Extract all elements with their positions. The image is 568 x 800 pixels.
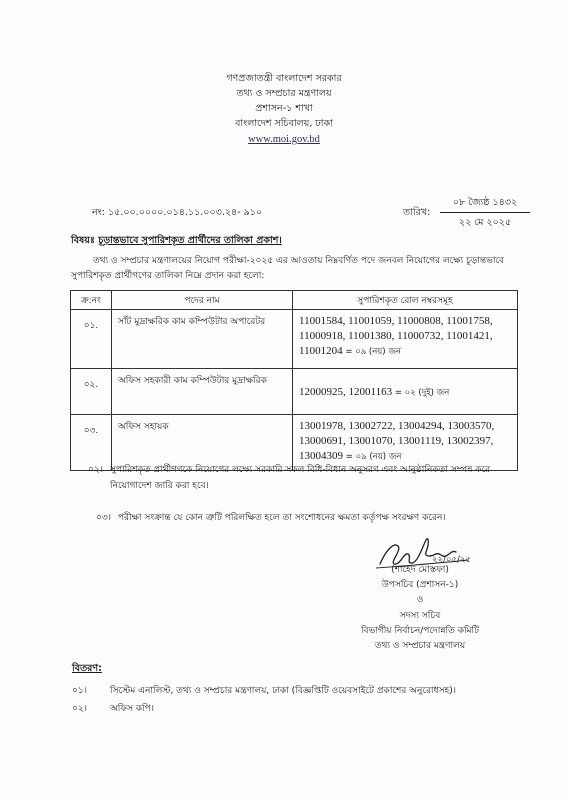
candidate-table	[70, 290, 518, 471]
para2-text-body: সুপারিশকৃত প্রার্থীগণকে নিয়োগের লক্ষ্যে সরকারি সকল বিধি-বিধান অনুসরণ এবং আনুষ্ঠানিকতা সম্পন্ন করে নিয়োগাদেশ জারি করা হবে।	[110, 465, 491, 491]
date-box	[440, 196, 530, 231]
distribution-title: বিতরণ:	[72, 663, 102, 674]
para2-text	[110, 462, 518, 494]
distribution-number: ০১।	[72, 686, 87, 696]
para3-text: পরীক্ষা সংক্রান্ত যে কোন ত্রুটি পরিলক্ষিত হলে তা সংশোধনের ক্ষমতা কর্তৃপক্ষ সংরক্ষণ করেন।	[118, 513, 446, 523]
intro-paragraph: তথ্য ও সম্প্রচার মন্ত্রণালয়ের নিয়োগ পরীক্ষা-২০২৫ এর আওতায় নিম্নবর্ণিত পদে জনবল নিয়োগের লক্ষ্যে চূড়ান্তভাবে সুপারিশকৃত প্রার্থীগণের তালিকা নিম্নে প্রদান করা হলো:	[71, 256, 505, 281]
row-rolls: 11001584, 11001059, 11000808, 11001758, 11000918, 11001380, 11000732, 11001421, 11001204	[299, 315, 493, 357]
signatory-role: সদস্য সচিব	[399, 611, 441, 621]
ministry-name: তথ্য ও সম্প্রচার মন্ত্রণালয়	[236, 88, 332, 99]
website-link[interactable]: www.moi.gov.bd	[248, 134, 320, 145]
table-header-row	[71, 291, 518, 310]
signatory-and: ও	[416, 595, 424, 605]
subject-label: বিষয়ঃ	[71, 235, 95, 246]
date-label: তারিখ:	[403, 207, 431, 218]
website-link-row	[0, 132, 568, 147]
signatory-committee: বিভাগীয় নির্বাচন/পদোন্নতি কমিটি	[360, 626, 480, 636]
subject-line	[71, 234, 282, 249]
date-bangla: ০৮ জ্যৈষ্ঠ ১৪৩২	[440, 196, 530, 213]
row-serial: ০৩.	[71, 415, 112, 471]
row-post: অফিস সহায়ক	[112, 415, 293, 471]
date-gregorian: ২২ মে ২০২৫	[458, 217, 512, 228]
header-post: পদের নাম	[112, 291, 293, 310]
row-post: সাঁট মুদ্রাক্ষরিক কাম কম্পিউটার অপারেটর	[112, 310, 293, 369]
row-count: = ০৯ (নয়) জন	[345, 347, 402, 357]
distribution-number: ০২।	[72, 704, 87, 714]
row-rolls-cell	[293, 310, 518, 369]
signatory-designation: উপসচিব (প্রশাসন-১)	[381, 580, 459, 590]
row-post: অফিস সহকারী কাম কম্পিউটার মুদ্রাক্ষরিক	[112, 369, 293, 415]
row-rolls: 12000925, 12001163	[299, 386, 393, 398]
row-count: = ০৯ (নয়) জন	[345, 452, 402, 462]
table-row	[71, 369, 518, 415]
row-rolls-cell	[293, 369, 518, 415]
row-serial: ০২.	[71, 369, 112, 415]
signed-date: ২২/০৫/২৫	[432, 555, 471, 565]
distribution-text: অফিস কপি।	[110, 704, 154, 714]
subject-text: চূড়ান্তভাবে সুপারিশকৃত প্রার্থীদের তালিকা প্রকাশ।	[98, 235, 282, 246]
table-row	[71, 310, 518, 369]
distribution-text: সিস্টেম এনালিস্ট, তথ্য ও সম্প্রচার মন্ত্রণালয়, ঢাকা (বিজ্ঞপ্তিটি ওয়েবসাইটে প্রকাশের অনুরোধসহ)।	[110, 686, 456, 696]
para2-number: ০২।	[88, 465, 103, 475]
header-rolls: সুপারিশকৃত রোল নম্বরসমূহ	[293, 291, 518, 310]
list-item	[72, 701, 154, 716]
office-address: বাংলাদেশ সচিবালয়, ঢাকা	[235, 118, 333, 129]
row-serial: ০১.	[71, 310, 112, 369]
signatory-ministry: তথ্য ও সম্প্রচার মন্ত্রণালয়	[374, 641, 466, 651]
memo-number: নং: ১৫.০০.০০০০.০১৪.১১.০০৩.২৪- ৯১০	[92, 207, 263, 218]
section-name: প্রশাসন-১ শাখা	[255, 103, 313, 114]
list-item	[72, 683, 456, 698]
para3-number: ০৩।	[96, 513, 111, 523]
government-name: গণপ্রজাতন্ত্রী বাংলাদেশ সরকার	[226, 73, 342, 84]
signatory-name: (শাহেদ মোস্তফা)	[391, 565, 449, 575]
header-serial: ক্র:নং	[71, 291, 112, 310]
row-rolls: 13001978, 13002722, 13004294, 13003570, 13000691, 13001070, 13001119, 13002397, 13004309	[299, 420, 495, 462]
row-count: = ০২ (দুই) জন	[394, 388, 450, 398]
